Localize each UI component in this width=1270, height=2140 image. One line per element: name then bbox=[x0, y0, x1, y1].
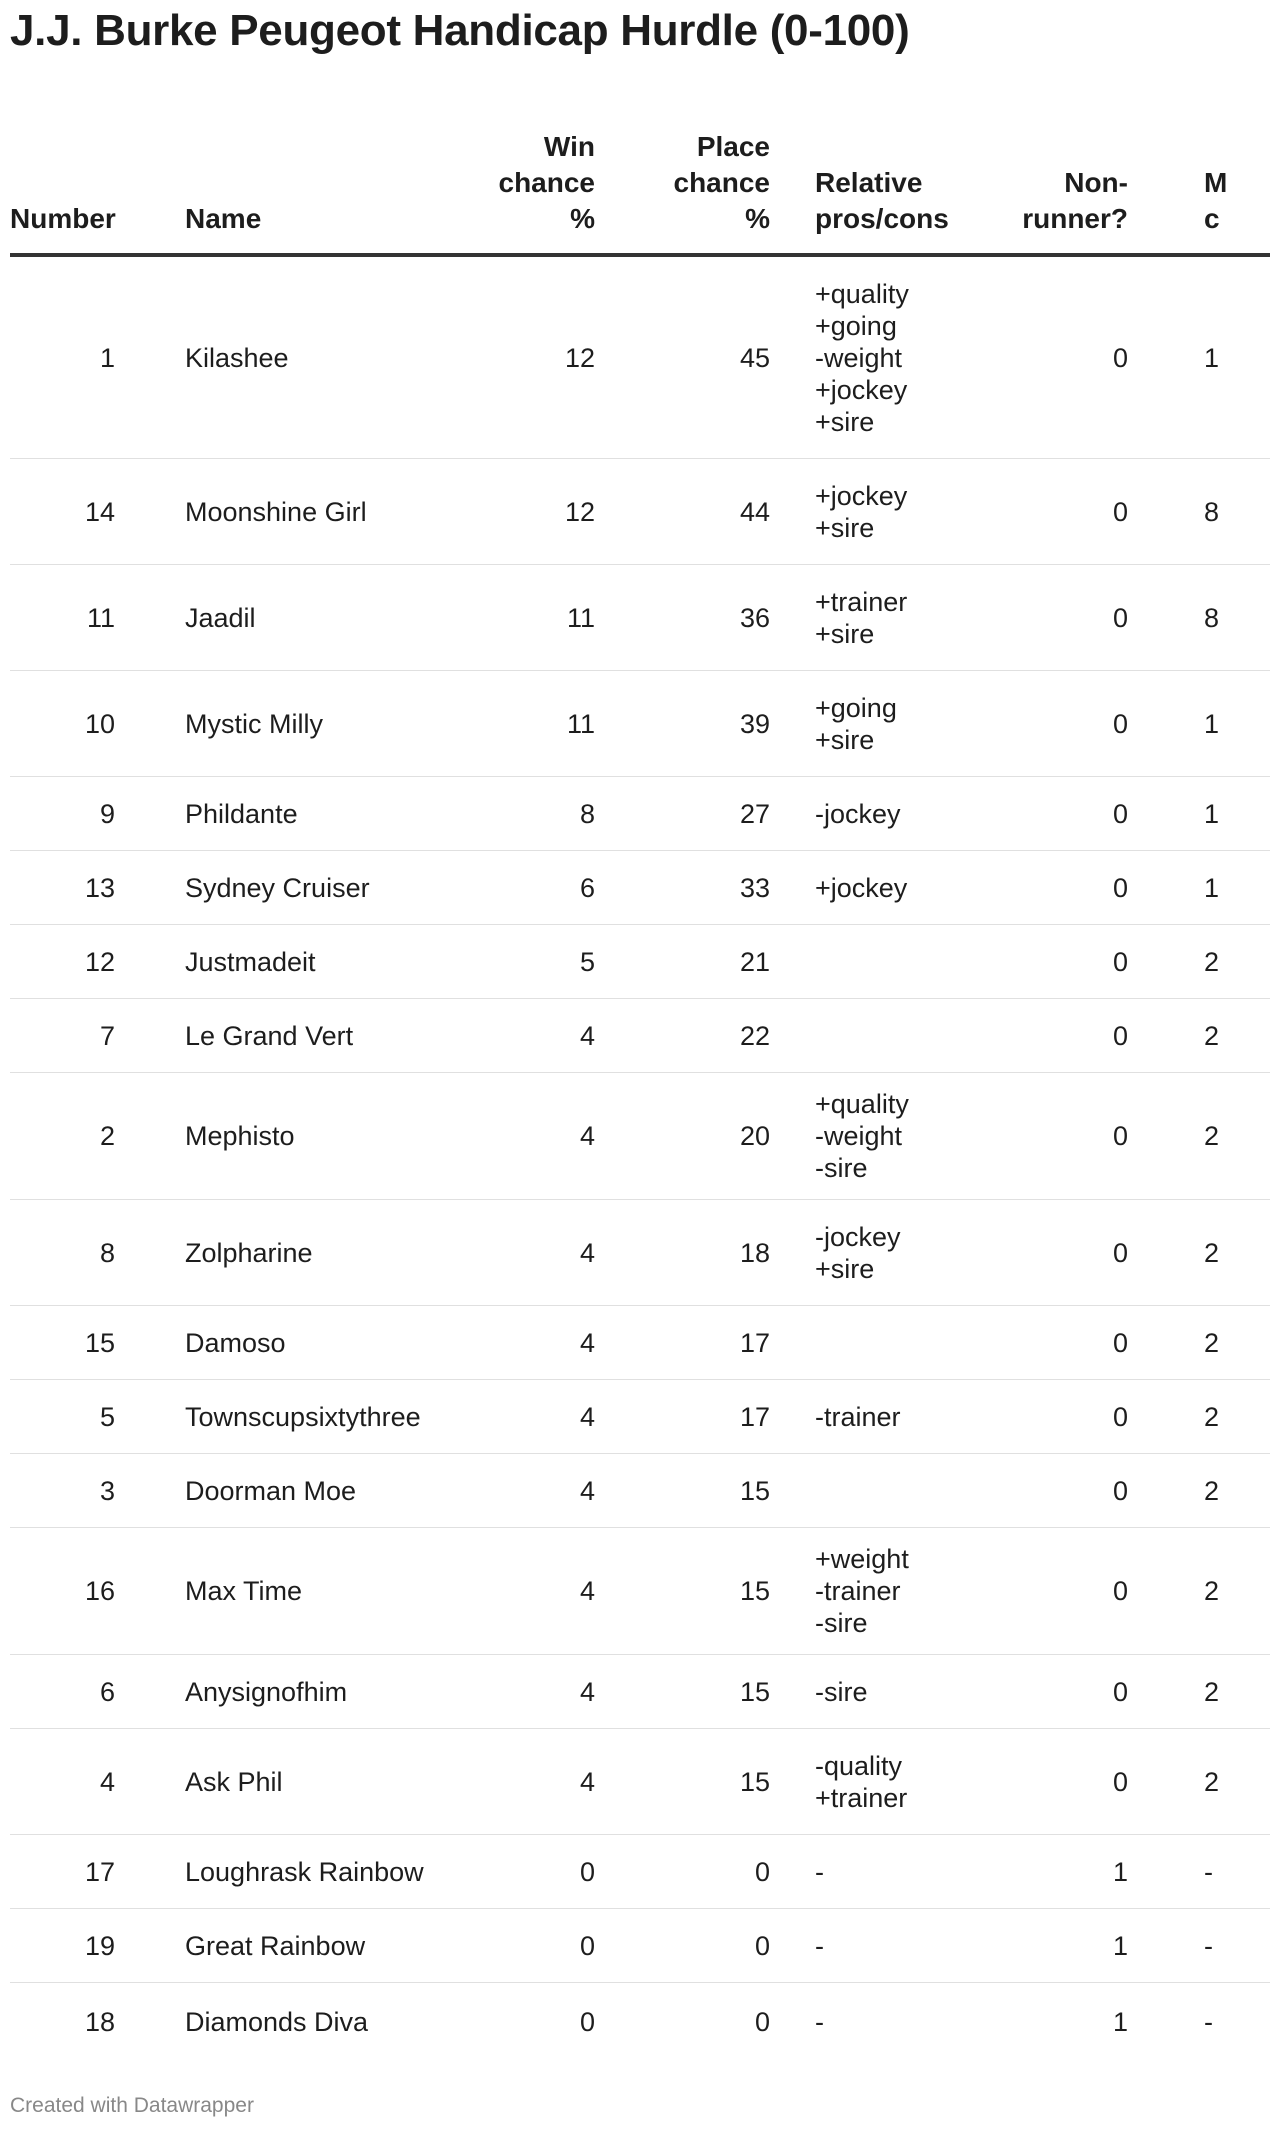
cell-next-column: 2 bbox=[1148, 1729, 1270, 1835]
cell-place-chance: 33 bbox=[615, 851, 790, 925]
cell-win-chance: 4 bbox=[475, 1528, 615, 1655]
cell-name: Mystic Milly bbox=[165, 671, 475, 777]
header-non-runner[interactable] bbox=[940, 112, 1148, 255]
cell-place-chance: 0 bbox=[754, 2007, 770, 2037]
table-row bbox=[10, 999, 1270, 1073]
cell-number: 16 bbox=[10, 1528, 165, 1655]
cell-non-runner: 1 bbox=[940, 1835, 1148, 1909]
cell-name: Max Time bbox=[165, 1528, 475, 1655]
cell-win-chance: 8 bbox=[475, 777, 615, 851]
cell-non-runner: 0 bbox=[940, 1454, 1148, 1528]
cell-relative: -jockey +sire bbox=[790, 1200, 940, 1306]
cell-non-runner: 1 bbox=[1112, 2007, 1128, 2037]
cell-number: 4 bbox=[10, 1729, 165, 1835]
table-row bbox=[10, 1528, 1270, 1655]
cell-place-chance: 0 bbox=[615, 1835, 790, 1909]
cell-next-column: 1 bbox=[1148, 777, 1270, 851]
cell-non-runner: 0 bbox=[940, 1528, 1148, 1655]
cell-next-column: 8 bbox=[1148, 565, 1270, 671]
cell-relative bbox=[790, 1306, 940, 1380]
cell-win-chance: 4 bbox=[475, 1454, 615, 1528]
cell-number: 10 bbox=[10, 671, 165, 777]
cell-number: 2 bbox=[10, 1073, 165, 1200]
cell-name: Justmadeit bbox=[165, 925, 475, 999]
cell-place-chance: 0 bbox=[615, 1909, 790, 1983]
cell-win-chance: 11 bbox=[475, 671, 615, 777]
cell-relative: - bbox=[790, 1835, 940, 1909]
cell-non-runner: 0 bbox=[940, 777, 1148, 851]
cell-win-chance: 4 bbox=[475, 999, 615, 1073]
cell-win-chance: 0 bbox=[475, 1909, 615, 1983]
cell-name: Jaadil bbox=[165, 565, 475, 671]
table-row bbox=[10, 1306, 1270, 1380]
cell-win-chance: 4 bbox=[475, 1306, 615, 1380]
cell-number: 13 bbox=[10, 851, 165, 925]
table-row bbox=[10, 459, 1270, 565]
cell-relative: -quality +trainer bbox=[790, 1729, 940, 1835]
header-non-runner-label: Non-runner? bbox=[1022, 167, 1128, 234]
cell-non-runner: 0 bbox=[940, 459, 1148, 565]
cell-number: 9 bbox=[10, 777, 165, 851]
cell-non-runner: 0 bbox=[940, 999, 1148, 1073]
table-row bbox=[10, 851, 1270, 925]
cell-name: Anysignofhim bbox=[165, 1655, 475, 1729]
cell-place-chance: 27 bbox=[615, 777, 790, 851]
table-row bbox=[10, 1380, 1270, 1454]
table-row bbox=[10, 1729, 1270, 1835]
cell-win-chance: 12 bbox=[475, 459, 615, 565]
header-place-chance[interactable] bbox=[615, 112, 790, 255]
table-row bbox=[10, 1835, 1270, 1909]
cell-non-runner: 0 bbox=[940, 671, 1148, 777]
cell-number: 15 bbox=[10, 1306, 165, 1380]
cell-name: Zolpharine bbox=[165, 1200, 475, 1306]
results-table bbox=[10, 112, 1270, 2061]
cell-name: Phildante bbox=[165, 777, 475, 851]
cell-name: Damoso bbox=[165, 1306, 475, 1380]
cell-number: 19 bbox=[10, 1909, 165, 1983]
cell-name: Sydney Cruiser bbox=[165, 851, 475, 925]
cell-relative: - bbox=[790, 1909, 940, 1983]
table-header-row bbox=[10, 112, 1270, 255]
cell-place-chance: 17 bbox=[615, 1380, 790, 1454]
cell-non-runner: 0 bbox=[940, 565, 1148, 671]
cell-non-runner: 0 bbox=[940, 1729, 1148, 1835]
cell-name: Doorman Moe bbox=[165, 1454, 475, 1528]
cell-next-column: 2 bbox=[1148, 1200, 1270, 1306]
cell-name: Diamonds Diva bbox=[185, 2007, 369, 2037]
cell-next-column: 2 bbox=[1148, 925, 1270, 999]
cell-non-runner: 1 bbox=[940, 1909, 1148, 1983]
cell-number: 14 bbox=[10, 459, 165, 565]
cell-number: 1 bbox=[10, 255, 165, 459]
cell-next-column: 2 bbox=[1148, 1073, 1270, 1200]
cell-relative: +quality -weight -sire bbox=[790, 1073, 940, 1200]
cell-next-column: 2 bbox=[1148, 1528, 1270, 1655]
cell-next-column: 1 bbox=[1148, 851, 1270, 925]
table-row bbox=[10, 1983, 1270, 2062]
cell-non-runner: 0 bbox=[940, 1200, 1148, 1306]
header-next-column-label: M c bbox=[1204, 167, 1228, 234]
cell-win-chance: 11 bbox=[475, 565, 615, 671]
results-table-container[interactable] bbox=[10, 112, 1228, 2061]
cell-number: 11 bbox=[10, 565, 165, 671]
cell-win-chance: 4 bbox=[475, 1200, 615, 1306]
cell-name: Townscupsixtythree bbox=[165, 1380, 475, 1454]
cell-next-column: - bbox=[1148, 1835, 1270, 1909]
cell-place-chance: 36 bbox=[615, 565, 790, 671]
cell-win-chance: 4 bbox=[475, 1073, 615, 1200]
cell-next-column: 2 bbox=[1148, 1380, 1270, 1454]
cell-relative bbox=[790, 925, 940, 999]
header-name[interactable]: Name bbox=[165, 112, 475, 255]
cell-number: 5 bbox=[10, 1380, 165, 1454]
cell-place-chance: 45 bbox=[615, 255, 790, 459]
cell-name: Mephisto bbox=[165, 1073, 475, 1200]
cell-non-runner: 0 bbox=[940, 851, 1148, 925]
cell-relative: - bbox=[815, 2007, 824, 2037]
cell-place-chance: 21 bbox=[615, 925, 790, 999]
cell-next-column: 1 bbox=[1148, 255, 1270, 459]
cell-relative: +quality +going -weight +jockey +sire bbox=[790, 255, 940, 459]
cell-name: Kilashee bbox=[165, 255, 475, 459]
cell-number: 7 bbox=[10, 999, 165, 1073]
cell-win-chance: 12 bbox=[475, 255, 615, 459]
cell-non-runner: 0 bbox=[940, 255, 1148, 459]
header-win-chance[interactable] bbox=[475, 112, 615, 255]
cell-relative: +going +sire bbox=[790, 671, 940, 777]
cell-place-chance: 18 bbox=[615, 1200, 790, 1306]
cell-relative: +jockey bbox=[790, 851, 940, 925]
cell-relative: +jockey +sire bbox=[790, 459, 940, 565]
page-title: J.J. Burke Peugeot Handicap Hurdle (0-100) bbox=[10, 6, 910, 55]
table-row bbox=[10, 1073, 1270, 1200]
cell-next-column: 1 bbox=[1148, 671, 1270, 777]
cell-place-chance: 20 bbox=[615, 1073, 790, 1200]
cell-non-runner: 0 bbox=[940, 925, 1148, 999]
cell-win-chance: 4 bbox=[475, 1729, 615, 1835]
cell-next-column: 2 bbox=[1148, 999, 1270, 1073]
cell-next-column: - bbox=[1204, 2007, 1213, 2037]
cell-place-chance: 15 bbox=[615, 1528, 790, 1655]
cell-name: Great Rainbow bbox=[165, 1909, 475, 1983]
cell-number: 18 bbox=[84, 2007, 115, 2037]
cell-number: 6 bbox=[10, 1655, 165, 1729]
cell-win-chance: 4 bbox=[475, 1655, 615, 1729]
table-body bbox=[10, 255, 1270, 2061]
cell-relative bbox=[790, 1454, 940, 1528]
table-row bbox=[10, 255, 1270, 459]
cell-next-column: 2 bbox=[1148, 1454, 1270, 1528]
header-relative-label: Relative pros/cons bbox=[815, 167, 949, 234]
footer-credit[interactable]: Created with Datawrapper bbox=[10, 2094, 254, 2117]
cell-non-runner: 0 bbox=[940, 1073, 1148, 1200]
cell-next-column: 8 bbox=[1148, 459, 1270, 565]
cell-next-column: - bbox=[1148, 1909, 1270, 1983]
cell-place-chance: 22 bbox=[615, 999, 790, 1073]
cell-number: 8 bbox=[10, 1200, 165, 1306]
cell-name: Loughrask Rainbow bbox=[165, 1835, 475, 1909]
table-row bbox=[10, 1655, 1270, 1729]
cell-relative: +weight -trainer -sire bbox=[790, 1528, 940, 1655]
cell-place-chance: 44 bbox=[615, 459, 790, 565]
table-row bbox=[10, 777, 1270, 851]
cell-name: Moonshine Girl bbox=[165, 459, 475, 565]
table-row bbox=[10, 565, 1270, 671]
cell-number: 3 bbox=[10, 1454, 165, 1528]
header-number[interactable]: Number bbox=[10, 112, 165, 255]
cell-relative: -trainer bbox=[790, 1380, 940, 1454]
cell-non-runner: 0 bbox=[940, 1380, 1148, 1454]
cell-non-runner: 0 bbox=[940, 1655, 1148, 1729]
cell-relative: -sire bbox=[790, 1655, 940, 1729]
header-next-column[interactable] bbox=[1148, 112, 1270, 255]
table-row bbox=[10, 1200, 1270, 1306]
cell-next-column: 2 bbox=[1148, 1655, 1270, 1729]
cell-place-chance: 15 bbox=[615, 1454, 790, 1528]
cell-relative: +trainer +sire bbox=[790, 565, 940, 671]
header-place-chance-label: Place chance % bbox=[673, 131, 770, 234]
header-win-chance-label: Win chance % bbox=[498, 131, 595, 234]
table-row bbox=[10, 1909, 1270, 1983]
cell-next-column: 2 bbox=[1148, 1306, 1270, 1380]
cell-place-chance: 15 bbox=[615, 1729, 790, 1835]
cell-place-chance: 15 bbox=[615, 1655, 790, 1729]
header-relative[interactable] bbox=[790, 112, 949, 255]
cell-win-chance: 4 bbox=[475, 1380, 615, 1454]
cell-relative: -jockey bbox=[790, 777, 940, 851]
table-row bbox=[10, 925, 1270, 999]
cell-place-chance: 17 bbox=[615, 1306, 790, 1380]
table-row bbox=[10, 1454, 1270, 1528]
cell-number: 12 bbox=[10, 925, 165, 999]
cell-win-chance: 0 bbox=[579, 2007, 595, 2037]
cell-non-runner: 0 bbox=[940, 1306, 1148, 1380]
cell-win-chance: 6 bbox=[475, 851, 615, 925]
table-row bbox=[10, 671, 1270, 777]
cell-number: 17 bbox=[10, 1835, 165, 1909]
cell-name: Ask Phil bbox=[165, 1729, 475, 1835]
cell-win-chance: 5 bbox=[475, 925, 615, 999]
cell-relative bbox=[790, 999, 940, 1073]
cell-name: Le Grand Vert bbox=[165, 999, 475, 1073]
cell-place-chance: 39 bbox=[615, 671, 790, 777]
cell-win-chance: 0 bbox=[475, 1835, 615, 1909]
